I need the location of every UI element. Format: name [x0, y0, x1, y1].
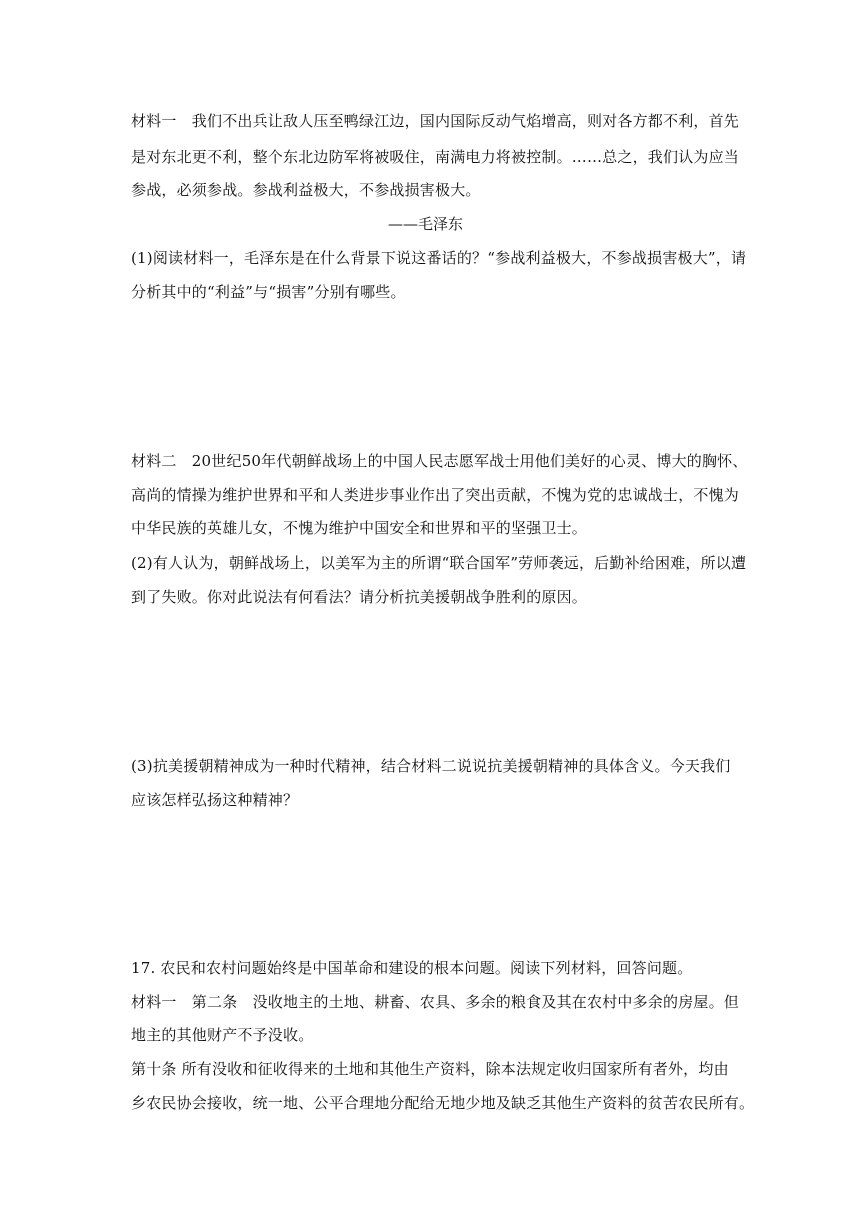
- q17-material-1-line-1: 材料一 第二条 没收地主的土地、耕畜、农具、多余的粮食及其在农村中多余的房屋。但: [131, 993, 740, 1011]
- q17-material-1-line-4: 乡农民协会接收，统一地、公平合理地分配给无地少地及缺乏其他生产资料的贫苦农民所有。: [131, 1094, 755, 1112]
- q17-material-1-line-2: 地主的其他财产不予没收。: [131, 1026, 314, 1044]
- material-2-line-2: 高尚的情操为维护世界和平和人类进步事业作出了突出贡献，不愧为党的忠诚战士，不愧为: [131, 486, 740, 504]
- material-1-line-3: 参战，必须参战。参战利益极大，不参战损害极大。: [131, 181, 481, 199]
- material-2-line-3: 中华民族的英雄儿女，不愧为维护中国安全和世界和平的坚强卫士。: [131, 519, 588, 537]
- q17-stem: 17. 农民和农村问题始终是中国革命和建设的根本问题。阅读下列材料，回答问题。: [131, 959, 693, 977]
- question-3-line-1: (3)抗美援朝精神成为一种时代精神，结合材料二说说抗美援朝精神的具体含义。今天我们: [131, 757, 731, 775]
- question-1-line-1: (1)阅读材料一，毛泽东是在什么背景下说这番话的？“参战利益极大，不参战损害极大”，请: [131, 249, 747, 267]
- material-2-line-1: 材料二 20世纪50年代朝鲜战场上的中国人民志愿军战士用他们美好的心灵、博大的胸怀、: [131, 452, 748, 470]
- material-1-line-1: 材料一 我们不出兵让敌人压至鸭绿江边，国内国际反动气焰增高，则对各方都不利，首先: [131, 112, 740, 130]
- question-2-line-2: 到了失败。你对此说法有何看法？请分析抗美援朝战争胜利的原因。: [131, 588, 588, 606]
- question-3-line-2: 应该怎样弘扬这种精神？: [131, 791, 299, 809]
- q17-material-1-line-3: 第十条 所有没收和征收得来的土地和其他生产资料，除本法规定收归国家所有者外，均由: [131, 1060, 729, 1078]
- question-2-line-1: (2)有人认为，朝鲜战场上，以美军为主的所谓“联合国军”劳师袭远，后勤补给困难，所以遭: [131, 554, 747, 572]
- material-1-line-2: 是对东北更不利，整个东北边防军将被吸住，南满电力将被控制。……总之，我们认为应当: [131, 148, 740, 166]
- material-1-attribution: ——毛泽东: [388, 215, 464, 233]
- question-1-line-2: 分析其中的“利益”与“损害”分别有哪些。: [131, 283, 406, 301]
